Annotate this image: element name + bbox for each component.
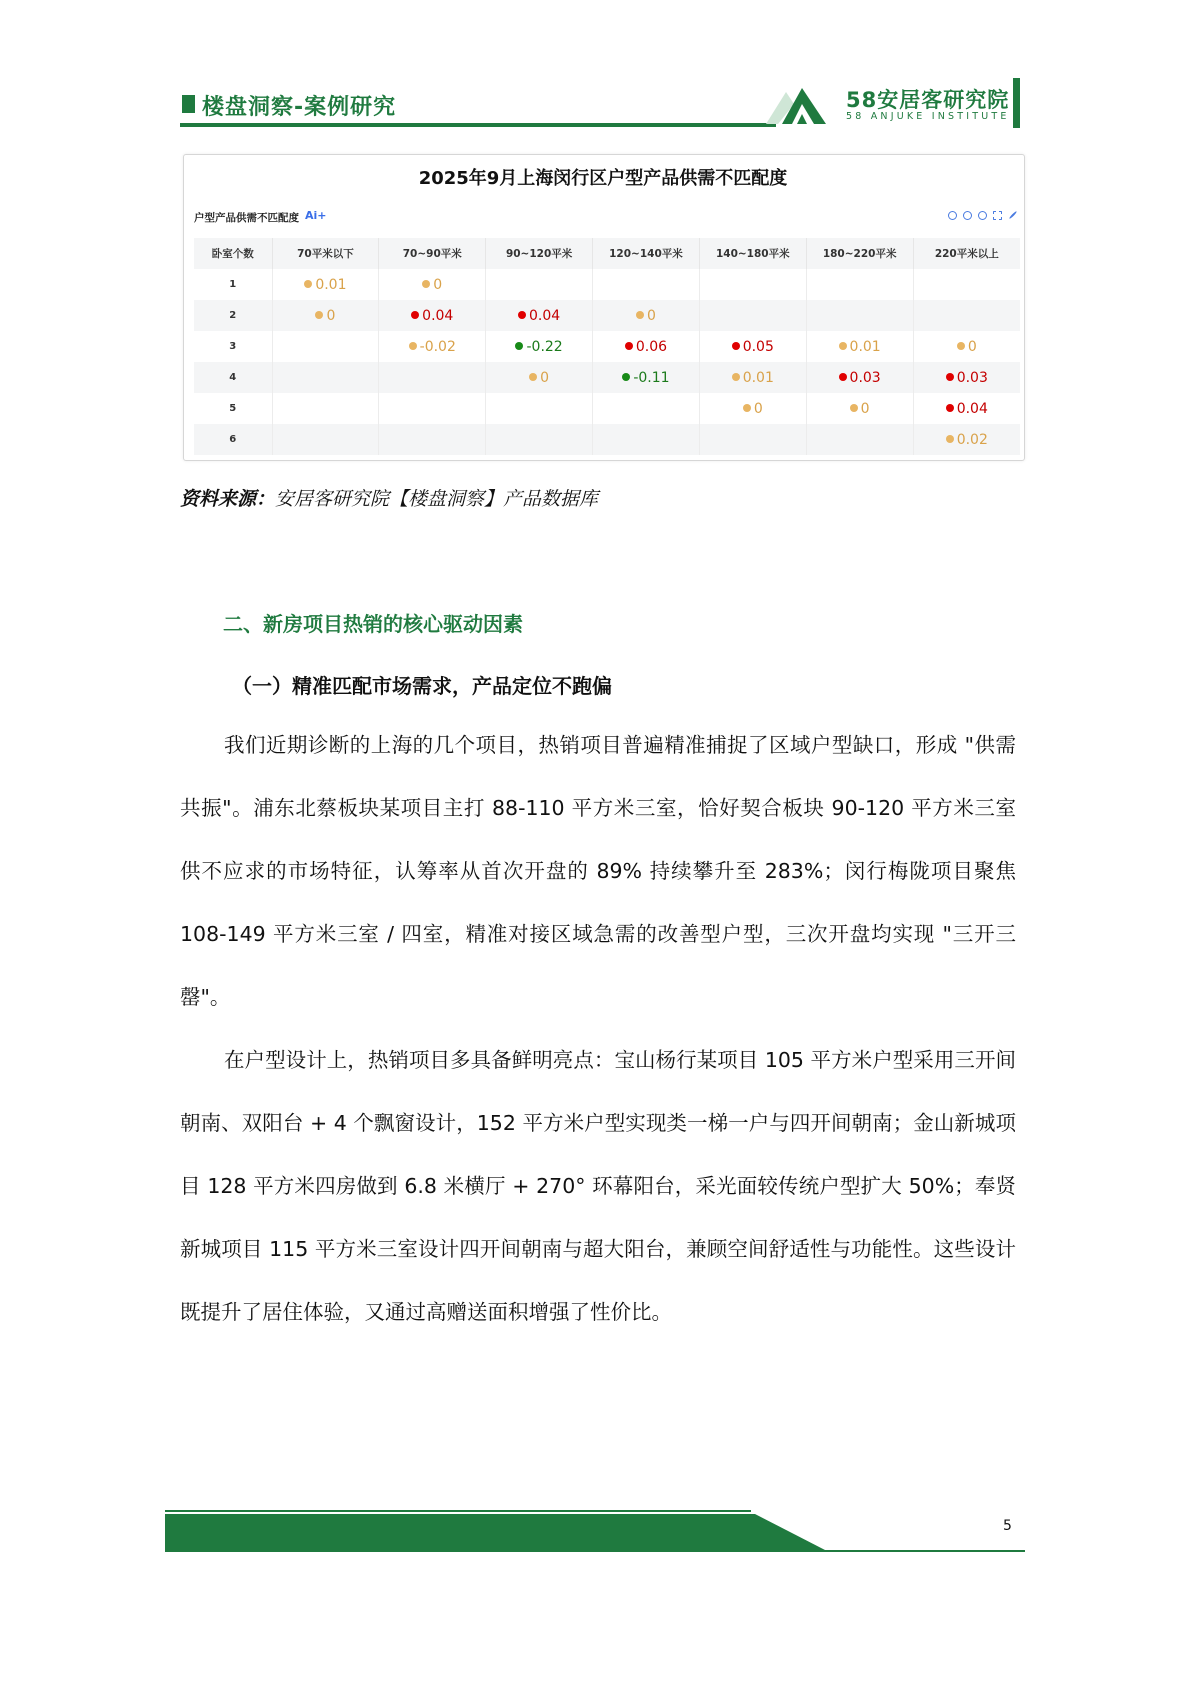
cell-value: 0	[753, 400, 763, 417]
table-cell	[699, 424, 806, 455]
table-row	[194, 331, 1020, 362]
table-row	[194, 300, 1020, 331]
column-header: 220平米以上	[913, 238, 1020, 269]
table-cell	[486, 300, 593, 331]
status-dot-icon	[839, 342, 847, 350]
status-dot-icon	[636, 311, 644, 319]
column-header: 120~140平米	[593, 238, 700, 269]
table-cell	[913, 393, 1020, 424]
source-text: 安居客研究院【楼盘洞察】产品数据库	[275, 488, 599, 510]
status-dot-icon	[304, 280, 312, 288]
page-number: 5	[1003, 1518, 1012, 1534]
table-cell	[272, 362, 379, 393]
cell-value: 0.02	[956, 431, 988, 448]
status-dot-icon	[422, 280, 430, 288]
cell-value: 0	[860, 400, 870, 417]
table-cell	[806, 362, 913, 393]
cell-value: 0.01	[742, 369, 774, 386]
cell-value: 0.01	[315, 276, 347, 293]
table-cell	[379, 424, 486, 455]
row-label: 6	[194, 424, 272, 455]
table-cell	[913, 300, 1020, 331]
status-dot-icon	[743, 404, 751, 412]
status-dot-icon	[946, 435, 954, 443]
section-marker	[182, 95, 195, 113]
cell-value: 0.04	[422, 307, 454, 324]
cell-value: -0.02	[419, 338, 456, 355]
table-cell	[272, 300, 379, 331]
table-row	[194, 269, 1020, 300]
cell-value: -0.11	[633, 369, 670, 386]
row-label: 3	[229, 341, 237, 352]
figure-title: 2025年9月上海闵行区户型产品供需不匹配度	[418, 168, 788, 189]
footer-band	[165, 1514, 1025, 1554]
info-icon[interactable]	[948, 211, 957, 220]
cell-value: 0.04	[529, 307, 561, 324]
status-dot-icon	[515, 342, 523, 350]
table-cell	[593, 362, 700, 393]
column-header: 180~220平米	[806, 238, 913, 269]
cell-value: 0.03	[956, 369, 988, 386]
row-label: 2	[194, 300, 272, 331]
column-header: 70平米以下	[272, 238, 379, 269]
edit-icon[interactable]	[1009, 211, 1017, 219]
row-header-label: 卧室个数	[194, 238, 272, 269]
status-dot-icon	[315, 311, 323, 319]
status-dot-icon	[850, 404, 858, 412]
footer-rule	[165, 1510, 751, 1512]
cell-value: 0.03	[849, 369, 881, 386]
cell-value: 0	[967, 338, 977, 355]
status-dot-icon	[732, 342, 740, 350]
table-header-row	[194, 238, 1020, 269]
cell-value: 0.06	[635, 338, 668, 355]
status-dot-icon	[625, 342, 633, 350]
cell-value: 0	[540, 369, 550, 386]
table-cell	[272, 424, 379, 455]
section-heading: 二、新房项目热销的核心驱动因素	[223, 612, 523, 636]
column-header: 70~90平米	[379, 238, 486, 269]
status-dot-icon	[409, 342, 417, 350]
status-dot-icon	[622, 373, 630, 381]
table-cell	[593, 424, 700, 455]
cell-value: 0	[646, 307, 656, 324]
cell-value: 0	[326, 307, 336, 324]
ai-badge[interactable]: Ai+	[305, 209, 327, 222]
row-label: 4	[194, 362, 272, 393]
mismatch-table	[194, 238, 1020, 455]
table-cell	[913, 331, 1020, 362]
logo-subtitle: 58 ANJUKE INSTITUTE	[846, 111, 1010, 122]
paragraph-2: 在户型设计上，热销项目多具备鲜明亮点：宝山杨行某项目 105 平方米户型采用三开间朝南、双阳台 + 4 个飘窗设计，152 平方米户型实现类一梯一户与四开间朝南；金山新城项目 128 平方米四房做到 6.8 米横厅 + 270° 环幕阳台，采光面较传统户型扩大 50%；奉贤新城项目 115 平方米三室设计四开间朝南与超大阳台，兼顾空间舒适性与功能性。这些设计既提升了居住体验，又通过高赠送面积增强了性价比。	[180, 1048, 1016, 1324]
status-dot-icon	[518, 311, 526, 319]
cell-value: 0.05	[742, 338, 774, 355]
header-accent-bar	[1013, 78, 1020, 128]
status-dot-icon	[411, 311, 419, 319]
table-cell	[699, 331, 806, 362]
table-cell	[593, 393, 700, 424]
table-cell	[379, 331, 486, 362]
refresh-icon[interactable]	[978, 211, 987, 220]
row-label: 1	[229, 279, 237, 290]
table-cell	[806, 424, 913, 455]
status-dot-icon	[957, 342, 965, 350]
table-cell	[379, 393, 486, 424]
column-header: 90~120平米	[486, 238, 593, 269]
figure-toolbar	[948, 207, 1020, 223]
table-cell	[593, 300, 700, 331]
table-cell	[379, 269, 486, 300]
cell-value: 0.04	[956, 400, 988, 417]
table-cell	[699, 269, 806, 300]
table-cell	[272, 269, 379, 300]
source-note	[180, 484, 598, 511]
column-header: 140~180平米	[699, 238, 806, 269]
table-cell	[272, 331, 379, 362]
table-cell	[806, 269, 913, 300]
table-row	[194, 393, 1020, 424]
table-cell	[593, 331, 700, 362]
table-cell	[699, 362, 806, 393]
section-title: 楼盘洞察-案例研究	[202, 95, 397, 120]
status-dot-icon	[732, 373, 740, 381]
fullscreen-icon[interactable]	[993, 211, 1002, 220]
cell-value: 0	[433, 276, 443, 293]
table-cell	[806, 393, 913, 424]
status-dot-icon	[946, 404, 954, 412]
paragraph-1: 我们近期诊断的上海的几个项目，热销项目普遍精准捕捉了区域户型缺口，形成 "供需共振"。浦东北蔡板块某项目主打 88-110 平方米三室，恰好契合板块 90-120 平方米三室供不应求的市场特征，认筹率从首次开盘的 89% 持续攀升至 283%；闵行梅陇项目聚焦 108-149 平方米三室 / 四室，精准对接区域急需的改善型户型，三次开盘均实现 "三开三罄"。	[180, 733, 1016, 1009]
cell-value: 0.01	[849, 338, 881, 355]
status-dot-icon	[839, 373, 847, 381]
table-cell	[806, 331, 913, 362]
table-cell	[806, 300, 913, 331]
header-rule	[180, 123, 776, 127]
table-cell	[272, 393, 379, 424]
table-cell	[913, 362, 1020, 393]
table-cell	[593, 269, 700, 300]
table-cell	[699, 393, 806, 424]
subsection-heading: （一）精准匹配市场需求，产品定位不跑偏	[232, 674, 612, 698]
logo-icon	[764, 84, 826, 126]
status-dot-icon	[946, 373, 954, 381]
download-icon[interactable]	[963, 211, 972, 220]
status-dot-icon	[529, 373, 537, 381]
table-cell	[486, 362, 593, 393]
table-cell	[486, 393, 593, 424]
table-cell	[486, 424, 593, 455]
table-cell	[699, 300, 806, 331]
row-label: 5	[229, 403, 237, 414]
table-cell	[379, 300, 486, 331]
table-row	[194, 362, 1020, 393]
table-cell	[913, 424, 1020, 455]
source-label: 资料来源：	[180, 488, 276, 510]
table-row	[194, 424, 1020, 455]
table-cell	[486, 331, 593, 362]
table-cell	[913, 269, 1020, 300]
logo-name: 58安居客研究院	[846, 88, 1010, 112]
table-cell	[486, 269, 593, 300]
cell-value: -0.22	[526, 338, 563, 355]
figure-subtitle: 户型产品供需不匹配度	[194, 212, 299, 224]
table-cell	[379, 362, 486, 393]
